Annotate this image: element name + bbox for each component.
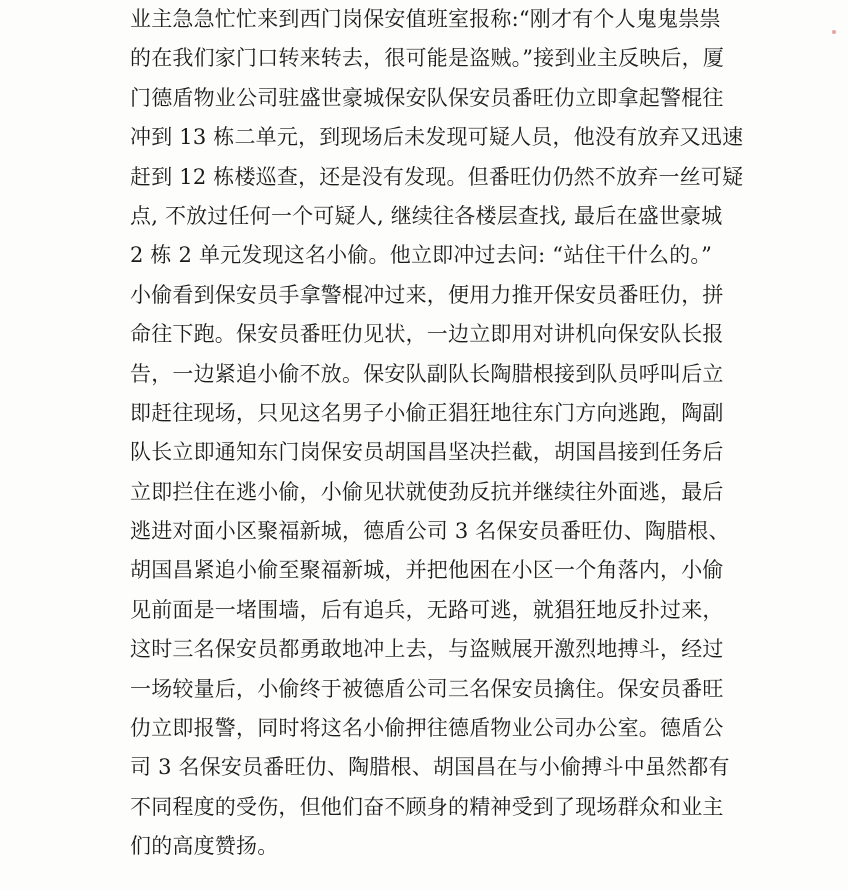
text-line: 仂立即报警，同时将这名小偷押往德盾物业公司办公室。德盾公 <box>130 716 724 741</box>
text-line: 即赶往现场，只见这名男子小偷正猖狂地往东门方向逃跑，陶副 <box>130 400 724 425</box>
text-line: 胡国昌紧追小偷至聚福新城，并把他困在小区一个角落内，小偷 <box>130 558 724 583</box>
text-line: 门德盾物业公司驻盛世豪城保安队保安员番旺仂立即拿起警棍往 <box>130 85 724 110</box>
body-text <box>130 0 750 867</box>
text-line: 点, 不放过任何一个可疑人, 继续往各楼层查找, 最后在盛世豪城 <box>130 203 723 228</box>
text-line: 小偷看到保安员手拿警棍冲过来，便用力推开保安员番旺仂，拼 <box>130 282 724 307</box>
text-line: 的在我们家门口转来转去，很可能是盗贼。”接到业主反映后，厦 <box>130 46 725 71</box>
text-line: 不同程度的受伤，但他们奋不顾身的精神受到了现场群众和业主 <box>130 794 724 819</box>
text-line: 业主急急忙忙来到西门岗保安值班室报称:“刚才有个人鬼鬼祟祟 <box>130 7 721 31</box>
text-line: 一场较量后，小偷终于被德盾公司三名保安员擒住。保安员番旺 <box>130 676 724 701</box>
text-line: 们的高度赞扬。 <box>130 834 279 859</box>
text-line: 赶到 12 栋楼巡查，还是没有发现。但番旺仂仍然不放弃一丝可疑 <box>130 164 744 189</box>
text-line: 队长立即通知东门岗保安员胡国昌坚决拦截，胡国昌接到任务后 <box>130 440 724 465</box>
scan-speck <box>832 30 836 34</box>
text-line: 命往下跑。保安员番旺仂见状，一边立即用对讲机向保安队长报 <box>130 322 724 347</box>
text-line: 逃进对面小区聚福新城，德盾公司 3 名保安员番旺仂、陶腊根、 <box>130 519 730 544</box>
text-line: 告，一边紧追小偷不放。保安队副队长陶腊根接到队员呼叫后立 <box>130 361 724 386</box>
text-line: 冲到 13 栋二单元，到现场后未发现可疑人员，他没有放弃又迅速 <box>130 125 744 150</box>
text-line: 这时三名保安员都勇敢地冲上去，与盗贼展开激烈地搏斗，经过 <box>130 637 724 662</box>
text-line: 立即拦住在逃小偷，小偷见状就使劲反抗并继续往外面逃，最后 <box>130 479 724 504</box>
text-line: 司 3 名保安员番旺仂、陶腊根、胡国昌在与小偷搏斗中虽然都有 <box>130 755 730 780</box>
text-line: 见前面是一堵围墙，后有追兵，无路可逃，就猖狂地反扑过来， <box>130 597 724 622</box>
text-line: 2 栋 2 单元发现这名小偷。他立即冲过去问: “站住干什么的。” <box>130 243 713 268</box>
